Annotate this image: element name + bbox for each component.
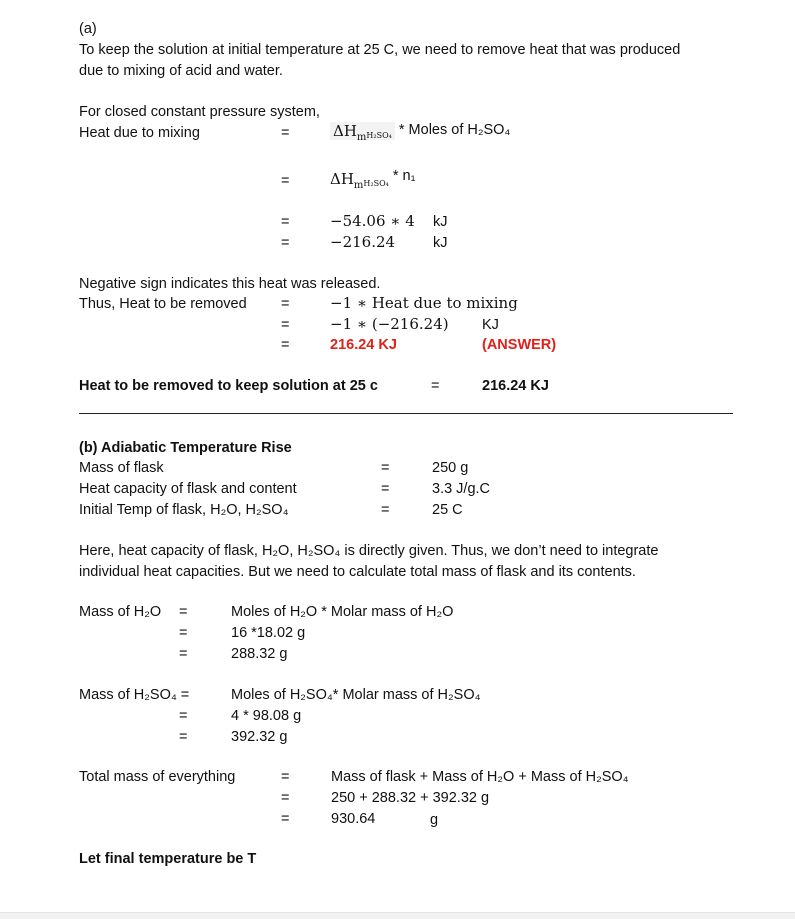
equals-sign: = — [179, 729, 188, 745]
answer-value: 216.24 KJ — [330, 337, 397, 353]
mass-h2o-step2: 16 *18.02 g — [231, 625, 306, 641]
equals-sign: = — [281, 125, 290, 141]
total-unit: g — [430, 812, 439, 828]
calc-step-2: −216.24 — [330, 233, 396, 251]
heat-removed-label: Thus, Heat to be removed — [79, 296, 247, 312]
final-temp-text: Let final temperature be T — [79, 851, 257, 867]
mass-h2o-label: Mass of H₂O — [79, 604, 162, 620]
mass-h2so4-step3: 392.32 g — [231, 729, 288, 745]
summary-value: 216.24 KJ — [482, 378, 549, 394]
moles-term: * Moles of H₂SO₄ — [398, 122, 511, 138]
answer-tag: (ANSWER) — [482, 337, 557, 353]
total-step2: 250 + 288.32 + 392.32 g — [331, 790, 490, 806]
equals-sign: = — [179, 625, 188, 641]
equals-sign: = — [431, 378, 440, 394]
equals-sign: = — [281, 337, 290, 353]
closed-system-text: For closed constant pressure system, — [79, 104, 320, 120]
section-divider — [79, 413, 733, 414]
equals-sign: = — [281, 811, 290, 827]
note-line1: Here, heat capacity of flask, H₂O, H₂SO₄ is directly given. Thus, we don’t need to integrate — [79, 543, 659, 559]
mass-h2so4-label: Mass of H₂SO₄ = — [79, 687, 190, 703]
total-mass-label: Total mass of everything — [79, 769, 236, 785]
delta-h-n1-expression: $\Delta H_mH_2SO_4 * n_1$ — [330, 168, 416, 191]
summary-label: Heat to be removed to keep solution at 25 c — [79, 378, 378, 394]
equals-sign: = — [381, 481, 390, 497]
mass-h2o-step1: Moles of H₂O * Molar mass of H₂O — [231, 604, 454, 620]
part-a-label: (a) — [79, 21, 97, 37]
initial-temp-value: 25 C — [432, 502, 463, 518]
initial-temp-label: Initial Temp of flask, H₂O, H₂SO₄ — [79, 502, 289, 518]
equals-sign: = — [281, 173, 290, 189]
equals-sign: = — [179, 604, 188, 620]
negative-sign-note: Negative sign indicates this heat was released. — [79, 276, 381, 292]
unit-kj: kJ — [433, 214, 448, 230]
part-a-intro-line1: To keep the solution at initial temperature at 25 C, we need to remove heat that was produced — [79, 42, 681, 58]
mass-h2o-step3: 288.32 g — [231, 646, 288, 662]
delta-h-expression: $\Delta H_mH_2SO_4$ * Moles of H₂SO₄ — [330, 122, 510, 143]
removed-step-1: −1 ∗ Heat due to mixing — [330, 294, 518, 312]
unit-KJ: KJ — [482, 317, 499, 333]
equals-sign: = — [381, 502, 390, 518]
total-step1: Mass of flask + Mass of H₂O + Mass of H₂SO₄ — [331, 769, 629, 785]
heat-capacity-value: 3.3 J/g.C — [432, 481, 491, 497]
heat-capacity-label: Heat capacity of flask and content — [79, 481, 297, 497]
mass-h2so4-step1: Moles of H₂SO₄* Molar mass of H₂SO₄ — [231, 687, 481, 703]
equals-sign: = — [281, 296, 290, 312]
part-a-intro-line2: due to mixing of acid and water. — [79, 63, 283, 79]
heat-mixing-label: Heat due to mixing — [79, 125, 200, 141]
equals-sign: = — [179, 646, 188, 662]
calc-step-1: −54.06 ∗ 4 — [330, 212, 415, 230]
equals-sign: = — [281, 235, 290, 251]
mass-flask-label: Mass of flask — [79, 460, 164, 476]
unit-kj: kJ — [433, 235, 448, 251]
mass-h2so4-step2: 4 * 98.08 g — [231, 708, 302, 724]
equals-sign: = — [281, 317, 290, 333]
total-step3: 930.64 — [331, 811, 376, 827]
equals-sign: = — [281, 790, 290, 806]
mass-flask-value: 250 g — [432, 460, 469, 476]
equals-sign: = — [381, 460, 390, 476]
equals-sign: = — [281, 214, 290, 230]
n1-term: * n₁ — [392, 168, 416, 184]
removed-step-2: −1 ∗ (−216.24) — [330, 315, 449, 333]
equals-sign: = — [281, 769, 290, 785]
note-line2: individual heat capacities. But we need to calculate total mass of flask and its contents. — [79, 564, 636, 580]
part-b-heading: (b) Adiabatic Temperature Rise — [79, 440, 292, 456]
equals-sign: = — [179, 708, 188, 724]
